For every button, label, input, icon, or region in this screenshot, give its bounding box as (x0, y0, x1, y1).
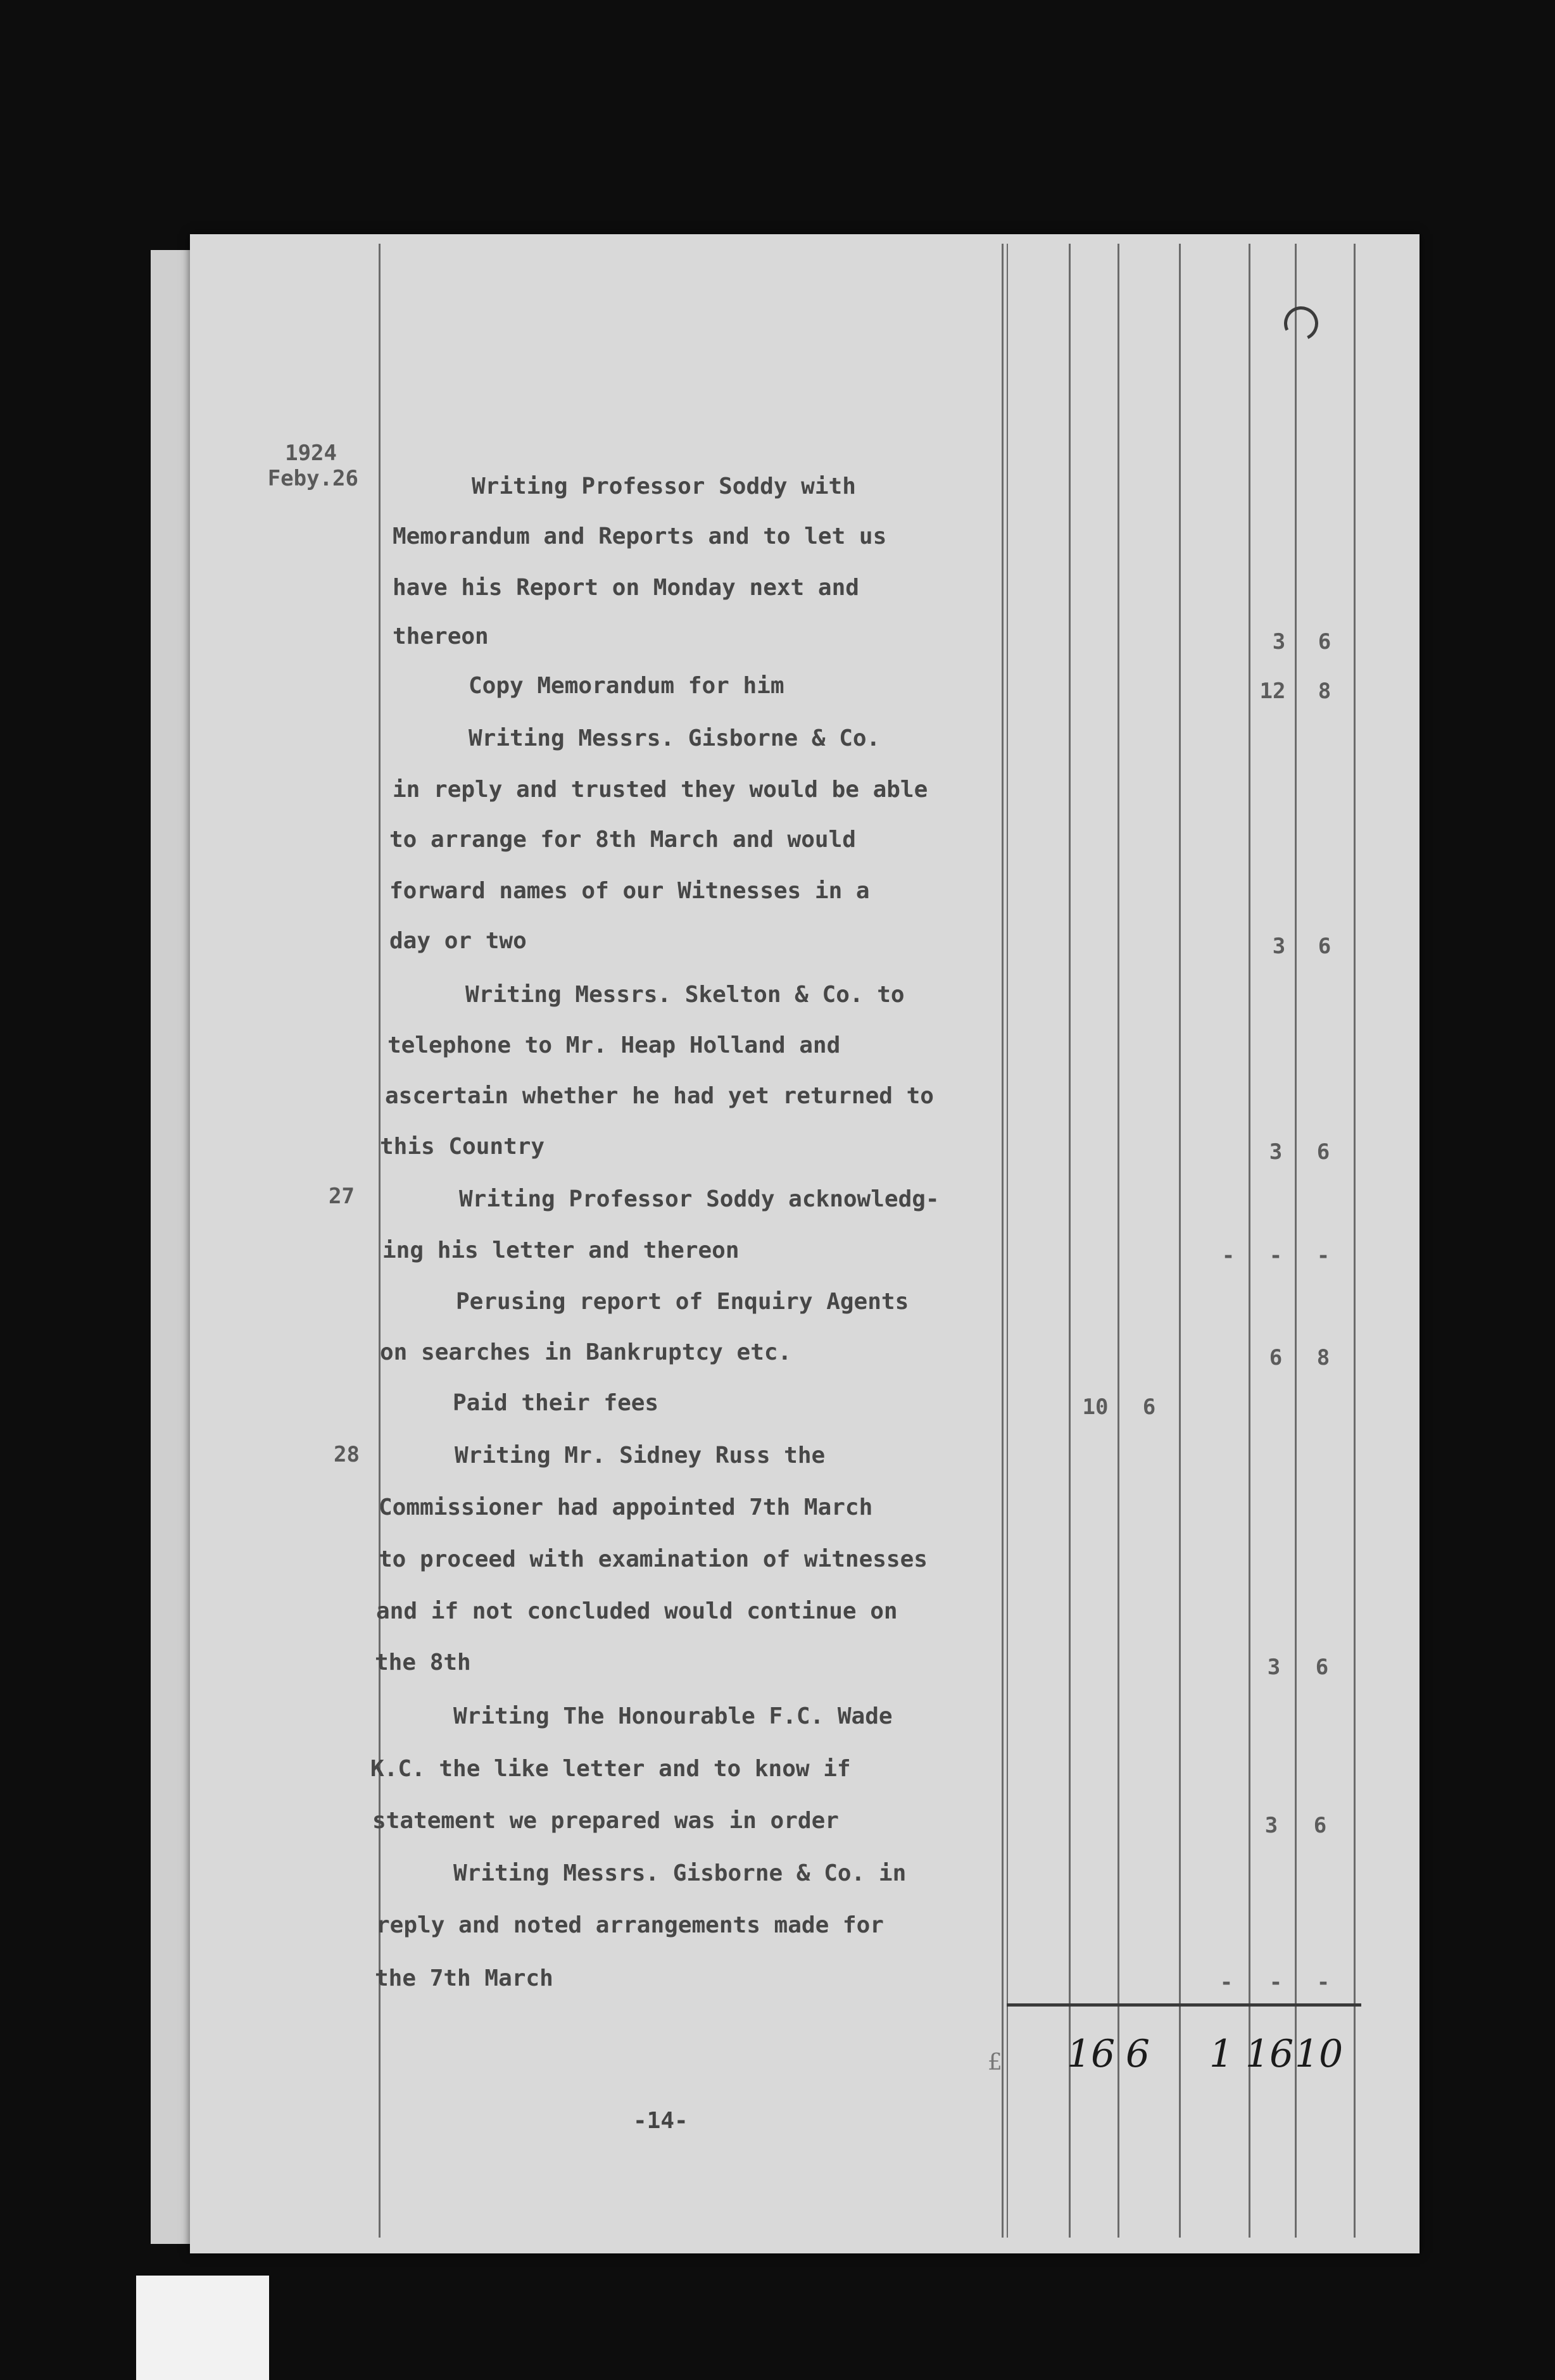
entry-line: forward names of our Witnesses in a (389, 878, 870, 904)
entry-line: Writing Professor Soddy acknowledg- (459, 1186, 940, 1212)
entry-line: Writing Mr. Sidney Russ the (455, 1443, 826, 1469)
page-number: -14- (633, 2108, 688, 2134)
entry-line: on searches in Bankruptcy etc. (380, 1339, 792, 1365)
entry-line: Writing Messrs. Skelton & Co. to (465, 982, 905, 1008)
entry-line: K.C. the like letter and to know if (370, 1756, 851, 1782)
shillings-value: 3 (1264, 1813, 1278, 1838)
entry-line: ing his letter and thereon (382, 1237, 740, 1263)
entry-line: this Country (380, 1134, 545, 1160)
shillings-value: - (1269, 1243, 1283, 1268)
paid-s-rule (1069, 244, 1071, 2238)
pence-value: 6 (1316, 1139, 1330, 1165)
entry-line: Writing Messrs. Gisborne & Co. in (453, 1860, 907, 1886)
total-paid-shillings: 16 (1066, 2032, 1116, 2076)
paid-shillings-value: 10 (1082, 1394, 1109, 1420)
shillings-value: 3 (1267, 1655, 1281, 1680)
pence-value: - (1316, 1243, 1330, 1268)
white-tab (136, 2276, 269, 2380)
entry-line: Writing The Honourable F.C. Wade (453, 1703, 893, 1729)
entry-line: thereon (393, 623, 489, 649)
shillings-value: - (1269, 1970, 1283, 1995)
shillings-value: 3 (1269, 1139, 1283, 1165)
pence-value: 8 (1316, 1345, 1330, 1370)
paid-pence-value: 6 (1142, 1394, 1156, 1420)
pounds-rule (1179, 244, 1181, 2238)
pounds-value: - (1219, 1970, 1233, 1995)
pence-value: 6 (1313, 1813, 1327, 1838)
total-shillings: 16 (1245, 2032, 1294, 2076)
entry-line: telephone to Mr. Heap Holland and (387, 1032, 841, 1058)
shillings-rule (1249, 244, 1250, 2238)
pence-rule (1295, 244, 1297, 2238)
shillings-value: 3 (1272, 629, 1286, 654)
right-edge-rule (1354, 244, 1356, 2238)
entry-line: Writing Messrs. Gisborne & Co. (469, 725, 881, 751)
total-pounds: 1 (1209, 2032, 1234, 2076)
totals-rule (1007, 2003, 1361, 2007)
total-pence: 10 (1294, 2032, 1344, 2076)
text-column-rule (1002, 244, 1004, 2238)
total-paid-pence: 6 (1125, 2032, 1150, 2076)
entry-line: reply and noted arrangements made for (376, 1912, 884, 1938)
text-column-rule-2 (1007, 244, 1008, 2238)
entry-line: the 7th March (375, 1965, 553, 1991)
pounds-value: - (1221, 1243, 1235, 1268)
year-label: 1924 (285, 441, 337, 466)
entry-line: statement we prepared was in order (372, 1808, 839, 1834)
pound-sign: £ (988, 2050, 1002, 2076)
entry-line: have his Report on Monday next and (393, 575, 859, 601)
entry-date: 28 (334, 1442, 360, 1467)
entry-line: the 8th (375, 1650, 471, 1675)
shillings-value: 12 (1259, 679, 1286, 704)
shillings-value: 6 (1269, 1345, 1283, 1370)
entry-line: Copy Memorandum for him (469, 673, 784, 699)
pence-value: - (1316, 1970, 1330, 1995)
entry-date: 27 (329, 1184, 355, 1209)
entry-line: to proceed with examination of witnesses (379, 1546, 928, 1572)
entry-line: Memorandum and Reports and to let us (393, 523, 887, 549)
month-day-label: Feby.26 (267, 466, 358, 491)
pence-value: 8 (1318, 679, 1332, 704)
entry-line: in reply and trusted they would be able (393, 777, 928, 803)
entry-line: Writing Professor Soddy with (472, 473, 856, 499)
pence-value: 6 (1315, 1655, 1329, 1680)
shillings-value: 3 (1272, 934, 1286, 959)
entry-line: Commissioner had appointed 7th March (379, 1494, 873, 1520)
pence-value: 6 (1318, 934, 1332, 959)
entry-line: Perusing report of Enquiry Agents (456, 1289, 909, 1315)
pence-value: 6 (1318, 629, 1332, 654)
entry-line: to arrange for 8th March and would (389, 827, 856, 853)
entry-line: and if not concluded would continue on (376, 1598, 898, 1624)
entry-line: day or two (389, 928, 527, 954)
entry-line: Paid their fees (453, 1390, 659, 1416)
paid-d-rule (1117, 244, 1119, 2238)
entry-line: ascertain whether he had yet returned to (385, 1083, 934, 1109)
